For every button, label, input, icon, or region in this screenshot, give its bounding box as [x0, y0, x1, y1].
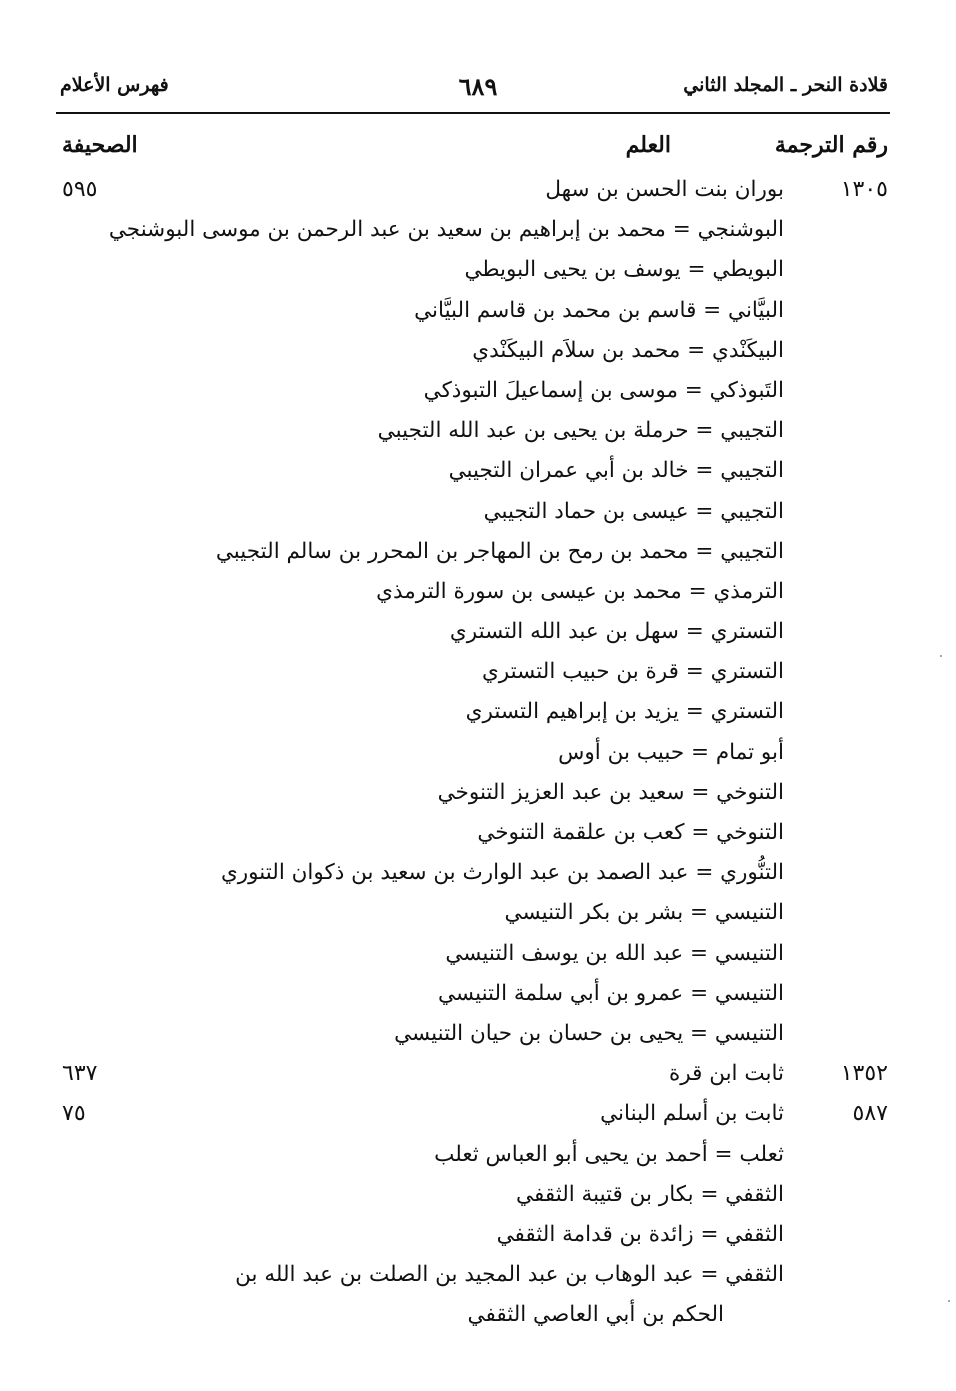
entry-name: ثعلب = أحمد بن يحيى أبو العباس ثعلب — [434, 1141, 784, 1167]
index-row — [0, 1255, 956, 1295]
entry-number: ١٣٠٥ — [840, 177, 888, 202]
index-row — [0, 1175, 956, 1215]
entry-page: ٥٩٥ — [62, 177, 98, 202]
index-row — [0, 532, 956, 572]
entry-name: التستري = قرة بن حبيب التستري — [481, 659, 784, 685]
entry-name: التنيسي = يحيى بن حسان بن حيان التنيسي — [394, 1020, 784, 1046]
entry-name: التنوخي = سعيد بن عبد العزيز التنوخي — [437, 779, 784, 805]
index-row — [0, 411, 956, 451]
index-row — [0, 853, 956, 893]
index-row — [0, 1054, 956, 1094]
index-row — [0, 572, 956, 612]
entry-number: ٥٨٧ — [852, 1101, 888, 1127]
entry-name: التنُّوري = عبد الصمد بن عبد الوارث بن سعيد بن ذكوان التنوري — [220, 860, 784, 886]
entry-name: البوشنجي = محمد بن إبراهيم بن سعيد بن عبد الرحمن بن موسى البوشنجي — [108, 217, 784, 243]
column-header-page: الصحيفة — [62, 132, 138, 158]
entry-name: بوران بنت الحسن بن سهل — [545, 177, 784, 202]
entry-name: التجيبي = عيسى بن حماد التجيبي — [483, 498, 784, 524]
entry-name: الحكم بن أبي العاصي الثقفي — [467, 1302, 724, 1328]
entry-name: البيَّاني = قاسم بن محمد بن قاسم البيَّاني — [414, 297, 784, 323]
entry-name: التنيسي = عبد الله بن يوسف التنيسي — [445, 940, 784, 966]
index-row — [0, 813, 956, 853]
index-row — [0, 1215, 956, 1255]
entry-name: التستري = يزيد بن إبراهيم التستري — [465, 699, 784, 725]
index-row — [0, 170, 956, 210]
index-row — [0, 1014, 956, 1054]
index-title-header: فهرس الأعلام — [60, 74, 169, 96]
index-row — [0, 934, 956, 974]
entry-name: البيكَنْدي = محمد بن سلاَم البيكَنْدي — [472, 337, 784, 363]
entry-name: التنوخي = كعب بن علقمة التنوخي — [477, 820, 784, 845]
scan-speck — [948, 1300, 950, 1302]
header-rule — [56, 112, 890, 114]
entry-name: ثابت ابن قرة — [668, 1061, 784, 1087]
index-row — [0, 612, 956, 652]
column-header-entry-number: رقم الترجمة — [774, 132, 888, 158]
index-row — [0, 893, 956, 933]
entry-page: ٧٥ — [62, 1101, 86, 1127]
entry-number: ١٣٥٢ — [840, 1061, 888, 1087]
entry-name: التستري = سهل بن عبد الله التستري — [449, 619, 784, 645]
index-row — [0, 773, 956, 813]
index-row — [0, 974, 956, 1014]
index-row — [0, 1094, 956, 1134]
entry-name: الثقفي = زائدة بن قدامة الثقفي — [496, 1221, 784, 1247]
entry-name: الثقفي = بكار بن قتيبة الثقفي — [516, 1181, 784, 1207]
entry-name: التجيبي = خالد بن أبي عمران التجيبي — [448, 458, 784, 484]
entry-name: التنيسي = بشر بن بكر التنيسي — [504, 900, 784, 926]
book-title-header: قلادة النحر ـ المجلد الثاني — [683, 74, 888, 96]
entry-name: البويطي = يوسف بن يحيى البويطي — [464, 257, 784, 283]
entry-name: التجيبي = حرملة بن يحيى بن عبد الله التجيبي — [377, 418, 784, 444]
index-row — [0, 692, 956, 732]
index-row — [0, 331, 956, 371]
entry-name: الثقفي = عبد الوهاب بن عبد المجيد بن الصلت بن عبد الله بن — [235, 1262, 784, 1288]
entry-name: الترمذي = محمد بن عيسى بن سورة الترمذي — [376, 578, 784, 604]
index-row — [0, 652, 956, 692]
scan-speck — [940, 655, 942, 657]
entry-name: أبو تمام = حبيب بن أوس — [558, 739, 784, 765]
index-row — [0, 291, 956, 331]
index-row — [0, 1135, 956, 1175]
index-row — [0, 250, 956, 290]
column-header-name: العلم — [625, 132, 671, 158]
entry-page: ٦٣٧ — [62, 1061, 98, 1087]
entry-name: التنيسي = عمرو بن أبي سلمة التنيسي — [437, 980, 784, 1006]
index-row — [0, 733, 956, 773]
index-entries — [0, 170, 956, 1335]
index-row — [0, 492, 956, 532]
index-row — [0, 1295, 956, 1335]
index-row — [0, 210, 956, 250]
index-row — [0, 371, 956, 411]
entry-name: ثابت بن أسلم البناني — [600, 1101, 784, 1127]
entry-name: التجيبي = محمد بن رمح بن المهاجر بن المحرر بن سالم التجيبي — [215, 538, 784, 564]
index-row — [0, 451, 956, 491]
page-number: ٦٨٩ — [458, 72, 498, 101]
entry-name: التَبوذكي = موسى بن إسماعيلَ التبوذكي — [423, 377, 784, 403]
